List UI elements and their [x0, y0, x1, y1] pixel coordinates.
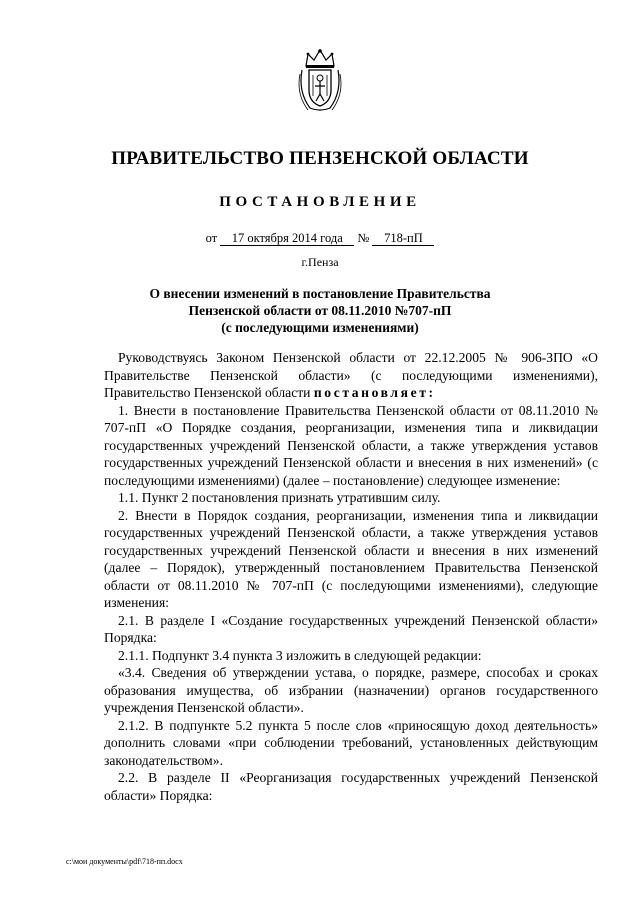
document-date: 17 октября 2014 года — [220, 231, 354, 246]
paragraph: «3.4. Сведения об утверждении устава, о порядке, размере, способах и сроках образования имущества, об избрании (назначении) органов государственного учреждения Пензенской области». — [104, 665, 598, 715]
document-number: 718-пП — [372, 231, 434, 246]
paragraph: 1. Внести в постановление Правительства Пензенской области от 08.11.2010 № 707-пП «О Порядке создания, реорганизации, изменения типа и ликвидации государственных учреждений Пензенской области, а также утверждения уставов государственных учреждений Пензенской области и внесения в них изменений» (с последующими изменениями) (далее – постановление) следующее изменение: — [104, 402, 598, 488]
coat-of-arms-icon — [296, 48, 344, 114]
paragraph: 2.1.2. В подпункте 5.2 пункта 5 после слов «приносящую доход деятельность» дополнить словами «при соблюдении требований, установленных действующим законодательством». — [104, 717, 598, 768]
resolves-word: постановляет: — [313, 385, 436, 400]
number-prefix: № — [357, 231, 370, 245]
document-body — [104, 349, 598, 804]
intro-text: Руководствуясь Законом Пензенской области от 22.12.2005 № 906-ЗПО «О Правительстве Пензенской области» (с последующими изменениями), Правительство Пензенской области — [104, 350, 598, 400]
subject-line: О внесении изменений в постановление Правительства — [149, 286, 491, 301]
city: г.Пенза — [301, 255, 339, 269]
government-title: ПРАВИТЕЛЬСТВО ПЕНЗЕНСКОЙ ОБЛАСТИ — [111, 148, 529, 169]
subject-line: Пензенской области от 08.11.2010 №707-пП — [188, 303, 452, 318]
date-number-line — [0, 231, 640, 246]
paragraph-intro — [104, 349, 598, 402]
file-path-footer: c:\мои документы\pdf\718-пп.docx — [66, 857, 183, 866]
document-type: ПОСТАНОВЛЕНИЕ — [219, 194, 421, 210]
subject-line: (с последующими изменениями) — [221, 320, 419, 335]
document-subject — [0, 285, 640, 336]
paragraph: 2.1.1. Подпункт 3.4 пункта 3 изложить в следующей редакции: — [118, 647, 482, 663]
paragraph: 2. Внести в Порядок создания, реорганизации, изменения типа и ликвидации государственных учреждений Пензенской области, а также утверждения уставов государственных учреждений Пензенской области и внесения в них изменений (далее – Порядок), утвержденный постановлением Правительства Пензенской области от 08.11.2010 № 707-пП (с последующими изменениями), следующие изменения: — [104, 507, 598, 610]
paragraph: 1.1. Пункт 2 постановления признать утратившим силу. — [118, 490, 441, 505]
date-prefix: от — [205, 231, 218, 245]
paragraph: 2.1. В разделе I «Создание государственных учреждений Пензенской области» Порядка: — [104, 612, 598, 645]
paragraph: 2.2. В разделе II «Реорганизация государственных учреждений Пензенской области» Порядка: — [104, 770, 598, 803]
